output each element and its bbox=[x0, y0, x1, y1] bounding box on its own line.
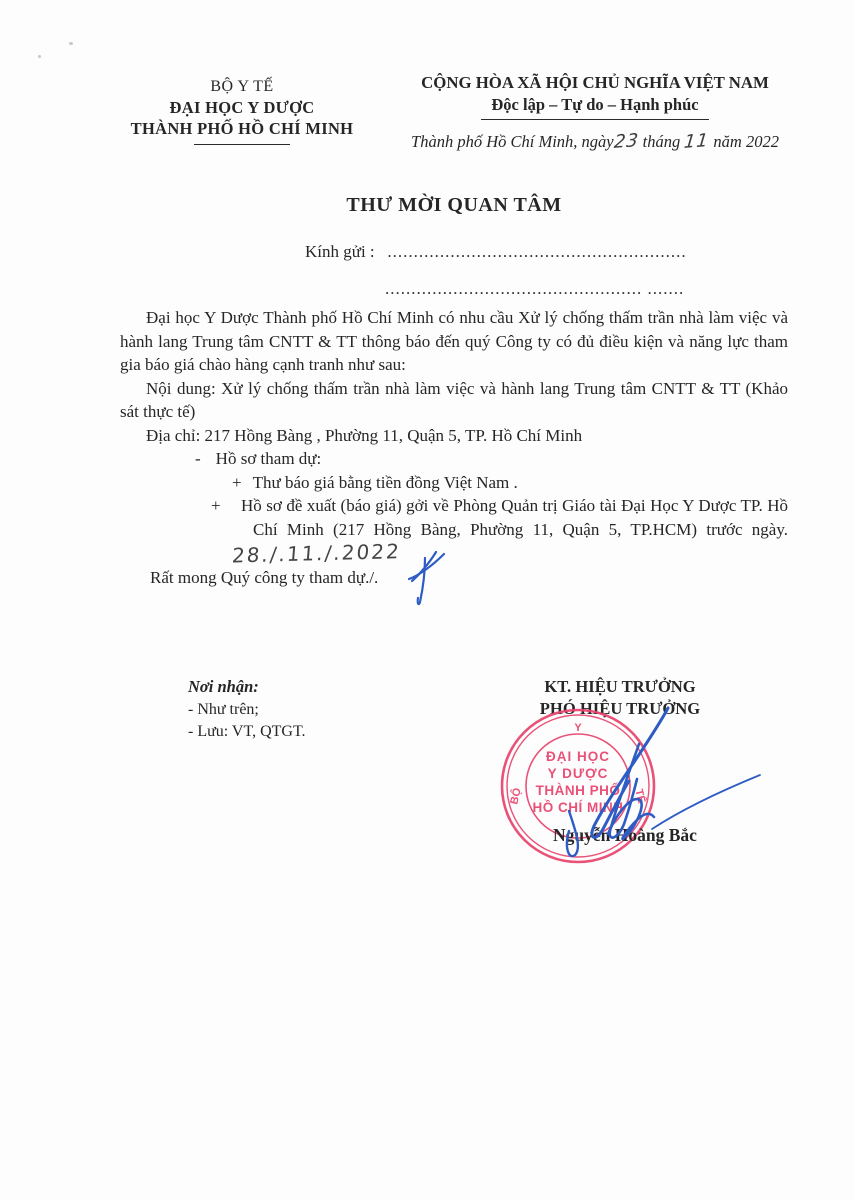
stamp-center-line2: Y DƯỢC bbox=[547, 766, 609, 781]
issuer-city: THÀNH PHỐ HỒ CHÍ MINH bbox=[130, 119, 354, 138]
date-suffix: năm 2022 bbox=[709, 132, 779, 151]
issuer-block bbox=[108, 76, 376, 145]
stamp-ring-text-right: TẾ bbox=[632, 788, 648, 805]
salutation-line bbox=[305, 240, 687, 263]
national-header-block bbox=[388, 72, 802, 153]
issuer-underline bbox=[194, 144, 290, 145]
date-prefix: Thành phố Hồ Chí Minh, ngày bbox=[411, 132, 614, 151]
list-item-proposal: + Hồ sơ đề xuất (báo giá) gởi về Phòng Quản trị Giáo tài Đại Học Y Dược TP. Hồ Chí Minh (217 Hồng Bàng, Phường 11, Quận 5, TP.HCM) trước ngày.28./.11./.2022 bbox=[211, 496, 788, 568]
handwritten-month: 11 bbox=[683, 130, 711, 153]
paragraph-noi-dung: Nội dung: Xử lý chống thấm trần nhà làm việc và hành lang Trung tâm CNTT & TT (Khảo sát thực tế) bbox=[120, 378, 788, 421]
date-line bbox=[388, 131, 802, 153]
national-motto: Độc lập – Tự do – Hạnh phúc bbox=[491, 95, 699, 114]
motto-underline bbox=[481, 119, 709, 120]
signature-stroke bbox=[652, 775, 760, 829]
scan-speck bbox=[69, 42, 73, 45]
stamp-ring-text-left: BỘ bbox=[508, 786, 524, 806]
scan-speck bbox=[38, 55, 41, 58]
closing-line bbox=[120, 566, 788, 590]
paraph-stroke bbox=[418, 558, 425, 604]
letter-body bbox=[120, 306, 788, 589]
list-item-quote bbox=[120, 471, 788, 495]
signer-name: Nguyễn Hoàng Bắc bbox=[553, 825, 697, 845]
salutation-block bbox=[305, 240, 687, 300]
recipients-line: - Như trên; bbox=[188, 700, 259, 718]
document-title: THƯ MỜI QUAN TÂM bbox=[346, 194, 562, 216]
list-header-text: Hồ sơ tham dự: bbox=[215, 449, 322, 468]
paragraph-dia-chi: Địa chỉ: 217 Hồng Bàng , Phường 11, Quận 5, TP. Hồ Chí Minh bbox=[146, 425, 583, 445]
handwritten-deadline-date: 28./.11./.2022 bbox=[231, 539, 402, 568]
signature-title-1: KT. HIỆU TRƯỞNG bbox=[544, 677, 696, 696]
dash-bullet: - bbox=[195, 449, 201, 468]
salutation-label: Kính gửi : bbox=[305, 242, 375, 261]
list-header bbox=[120, 447, 788, 471]
stamp-center-line1: ĐẠI HỌC bbox=[546, 749, 610, 764]
dotted-line: ......................................................... bbox=[387, 242, 687, 261]
issuer-university: ĐẠI HỌC Y DƯỢC bbox=[169, 98, 315, 117]
stamp-center-line3: THÀNH PHỐ bbox=[535, 783, 621, 798]
handwritten-paraph bbox=[406, 548, 448, 610]
recipients-title: Nơi nhận: bbox=[188, 677, 259, 696]
list-item-quote-text: Thư báo giá bằng tiền đồng Việt Nam . bbox=[252, 472, 518, 492]
closing-text: Rất mong Quý công ty tham dự./. bbox=[150, 567, 379, 587]
issuer-ministry: BỘ Y TẾ bbox=[210, 78, 274, 95]
paragraph-intro: Đại học Y Dược Thành phố Hồ Chí Minh có nhu cầu Xử lý chống thấm trần nhà làm việc và hành lang Trung tâm CNTT & TT thông báo đến quý Công ty có đủ điều kiện và năng lực tham gia báo giá chào hàng cạnh tranh như sau: bbox=[120, 308, 788, 374]
stamp-center-line4: HỒ CHÍ MINH bbox=[532, 800, 624, 815]
plus-bullet: + bbox=[232, 472, 242, 492]
recipients-block bbox=[188, 676, 306, 744]
handwritten-day: 23 bbox=[612, 130, 640, 153]
date-middle: tháng bbox=[638, 132, 685, 151]
national-title: CỘNG HÒA XÃ HỘI CHỦ NGHĨA VIỆT NAM bbox=[421, 73, 769, 92]
signature-title-2: PHÓ HIỆU TRƯỞNG bbox=[539, 699, 701, 718]
dotted-line: ................................................. ....... bbox=[385, 279, 685, 298]
stamp-ring-text-top: Y bbox=[574, 722, 582, 734]
list-item-proposal-text: Hồ sơ đề xuất (báo giá) gởi về Phòng Quản trị Giáo tài Đại Học Y Dược TP. Hồ Chí Minh (217 Hồng Bàng, Phường 11, Quận 5, TP.HCM) trước ngày. bbox=[241, 496, 788, 539]
recipients-line: - Lưu: VT, QTGT. bbox=[188, 723, 306, 740]
handwritten-signature bbox=[535, 698, 854, 862]
signature-stroke bbox=[567, 811, 578, 856]
